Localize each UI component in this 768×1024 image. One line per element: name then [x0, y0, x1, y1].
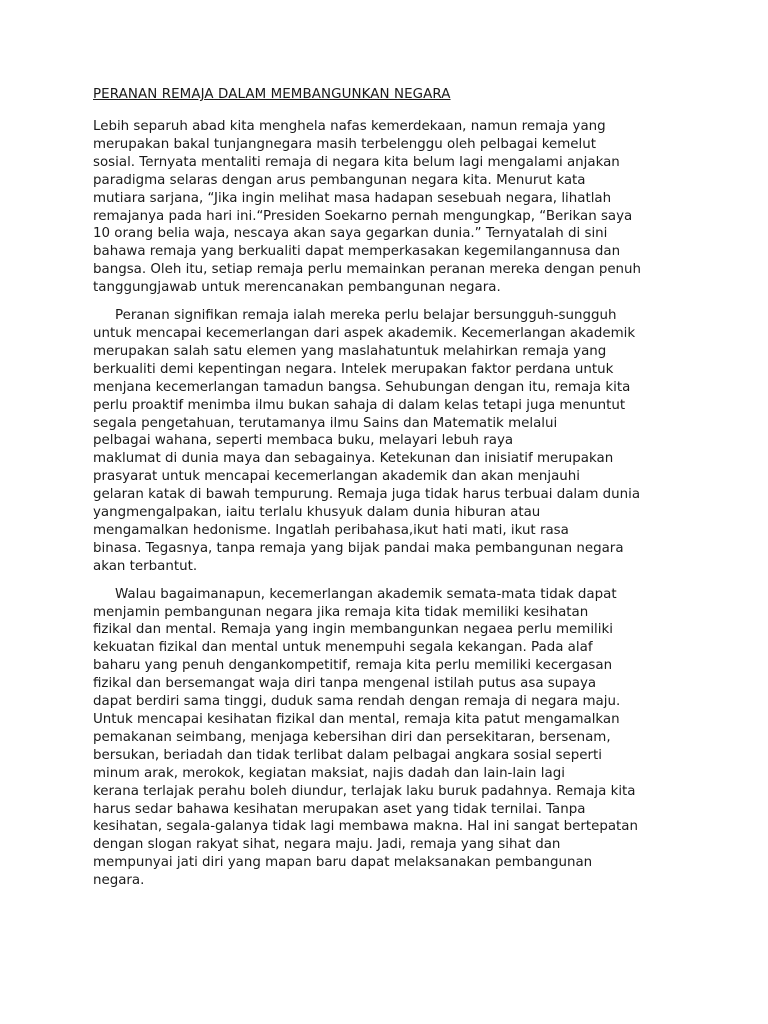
- paragraph-line: minum arak, merokok, kegiatan maksiat, najis dadah dan lain-lain lagi: [93, 765, 565, 781]
- paragraph-line: Untuk mencapai kesihatan fizikal dan mental, remaja kita patut mengamalkan: [93, 712, 620, 727]
- paragraph-line: baharu yang penuh dengankompetitif, remaja kita perlu memiliki kecergasan: [93, 658, 613, 674]
- paragraph-line: dapat berdiri sama tinggi, duduk sama rendah dengan remaja di negara maju.: [93, 694, 621, 710]
- paragraph-line: dengan slogan rakyat sihat, negara maju. Jadi, remaja yang sihat dan: [93, 837, 561, 853]
- paragraph-2: [93, 307, 678, 576]
- paragraph-line: Peranan signifikan remaja ialah mereka perlu belajar bersungguh-sungguh: [115, 308, 617, 324]
- paragraph-line: binasa. Tegasnya, tanpa remaja yang bijak pandai maka pembangunan negara: [93, 540, 624, 556]
- paragraph-line: merupakan bakal tunjangnegara masih terbelenggu oleh pelbagai kemelut: [93, 136, 596, 152]
- document-body: [93, 86, 678, 900]
- paragraphs-container: [93, 118, 678, 890]
- paragraph-line: yangmengalpakan, iaitu terlalu khusyuk dalam dunia hiburan atau: [93, 505, 541, 521]
- paragraph-line: mengamalkan hedonisme. Ingatlah peribahasa,ikut hati mati, ikut rasa: [93, 522, 569, 538]
- paragraph-line: bangsa. Oleh itu, setiap remaja perlu memainkan peranan mereka dengan penuh: [93, 262, 642, 278]
- paragraph-line: kerana terlajak perahu boleh diundur, terlajak laku buruk padahnya. Remaja kita: [93, 783, 636, 799]
- paragraph-line: segala pengetahuan, terutamanya ilmu Sains dan Matematik melalui: [93, 415, 558, 431]
- paragraph-line: merupakan salah satu elemen yang maslahatuntuk melahirkan remaja yang: [93, 343, 607, 359]
- paragraph-line: kekuatan fizikal dan mental untuk menempuhi segala kekangan. Pada alaf: [93, 640, 593, 656]
- paragraph-line: 10 orang belia waja, nescaya akan saya gegarkan dunia.” Ternyatalah di sini: [93, 226, 608, 242]
- paragraph-line: mempunyai jati diri yang mapan baru dapat melaksanakan pembangunan: [93, 855, 593, 871]
- paragraph-line: prasyarat untuk mencapai kecemerlangan akademik dan akan menjauhi: [93, 469, 580, 485]
- paragraph-line: remajanya pada hari ini.“Presiden Soekarno pernah mengungkap, “Berikan saya: [93, 208, 633, 224]
- paragraph-line: pelbagai wahana, seperti membaca buku, melayari lebuh raya: [93, 433, 514, 449]
- paragraph-line: bahawa remaja yang berkualiti dapat memperkasakan kegemilangannusa dan: [93, 244, 621, 260]
- paragraph-line: tanggungjawab untuk merencanakan pembangunan negara.: [93, 280, 501, 296]
- paragraph-line: negara.: [93, 873, 145, 889]
- paragraph-line: mutiara sarjana, “Jika ingin melihat masa hadapan sesebuah negara, lihatlah: [93, 190, 612, 206]
- paragraph-line: bersukan, beriadah dan tidak terlibat dalam pelbagai angkara sosial seperti: [93, 747, 602, 763]
- paragraph-line: Lebih separuh abad kita menghela nafas kemerdekaan, namun remaja yang: [93, 119, 606, 134]
- paragraph-line: fizikal dan bersemangat waja diri tanpa mengenal istilah putus asa supaya: [93, 676, 597, 692]
- paragraph-line: pemakanan seimbang, menjaga kebersihan diri dan persekitaran, bersenam,: [93, 729, 611, 745]
- paragraph-line: harus sedar bahawa kesihatan merupakan aset yang tidak ternilai. Tanpa: [93, 801, 586, 817]
- paragraph-line: menjamin pembangunan negara jika remaja kita tidak memiliki kesihatan: [93, 604, 589, 620]
- paragraph-line: maklumat di dunia maya dan sebagainya. Ketekunan dan inisiatif merupakan: [93, 451, 614, 467]
- paragraph-line: menjana kecemerlangan tamadun bangsa. Sehubungan dengan itu, remaja kita: [93, 379, 631, 395]
- paragraph-line: kesihatan, segala-galanya tidak lagi membawa makna. Hal ini sangat bertepatan: [93, 819, 638, 835]
- paragraph-line: perlu proaktif menimba ilmu bukan sahaja di dalam kelas tetapi juga menuntut: [93, 397, 626, 413]
- paragraph-line: sosial. Ternyata mentaliti remaja di negara kita belum lagi mengalami anjakan: [93, 154, 620, 170]
- paragraph-line: paradigma selaras dengan arus pembangunan negara kita. Menurut kata: [93, 172, 586, 188]
- paragraph-line: untuk mencapai kecemerlangan dari aspek akademik. Kecemerlangan akademik: [93, 325, 636, 341]
- paragraph-line: fizikal dan mental. Remaja yang ingin membangunkan negaea perlu memiliki: [93, 622, 613, 638]
- paragraph-3: [93, 586, 678, 890]
- paragraph-line: berkualiti demi kepentingan negara. Intelek merupakan faktor perdana untuk: [93, 361, 614, 377]
- paragraph-line: Walau bagaimanapun, kecemerlangan akademik semata-mata tidak dapat: [115, 586, 617, 602]
- paragraph-line: akan terbantut.: [93, 558, 198, 574]
- document-title: PERANAN REMAJA DALAM MEMBANGUNKAN NEGARA: [93, 87, 451, 102]
- paragraph-line: gelaran katak di bawah tempurung. Remaja juga tidak harus terbuai dalam dunia: [93, 487, 641, 503]
- paragraph-1: [93, 118, 678, 297]
